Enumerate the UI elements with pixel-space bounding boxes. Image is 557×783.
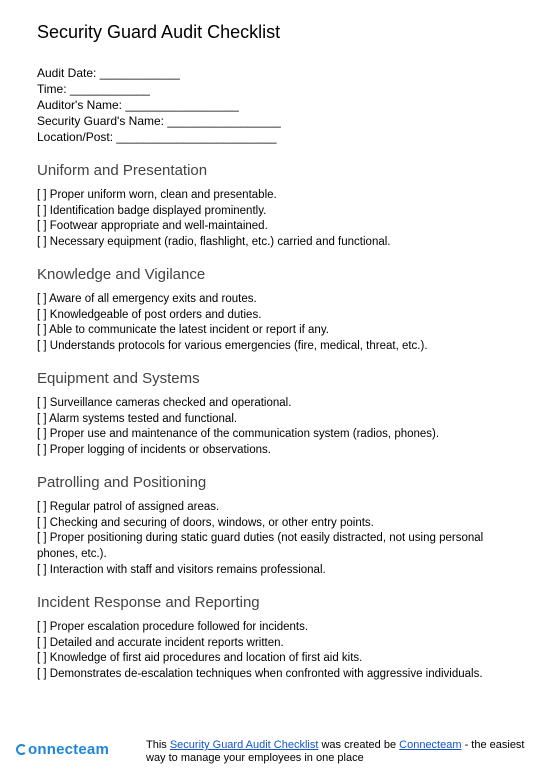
logo-wordmark: onnecteam [28, 741, 109, 758]
guard-name-field: Security Guard's Name: _________________ [37, 114, 281, 128]
checklist-item: [ ] Knowledge of first aid procedures and location of first aid kits. [37, 652, 363, 665]
footer-credit [146, 739, 536, 764]
checklist-item: [ ] Proper logging of incidents or observations. [37, 444, 271, 457]
checklist-item: [ ] Proper positioning during static guard duties (not easily distracted, not using personal phones, etc.). [37, 532, 484, 561]
checklist-link[interactable]: Security Guard Audit Checklist [169, 739, 319, 751]
checklist [37, 500, 527, 579]
checklist-item: [ ] Aware of all emergency exits and routes. [37, 293, 257, 305]
footer-middle: was created be [318, 739, 400, 751]
section-patrolling-positioning [37, 474, 527, 579]
checklist-item: [ ] Detailed and accurate incident reports written. [37, 636, 284, 649]
checklist-item: [ ] Necessary equipment (radio, flashlight, etc.) carried and functional. [37, 236, 391, 249]
section-heading: Patrolling and Positioning [37, 474, 207, 491]
checklist-item: [ ] Interaction with staff and visitors remains professional. [37, 563, 326, 576]
checklist-item: [ ] Demonstrates de-escalation techniques when confronted with aggressive individuals. [37, 668, 483, 681]
checklist-item: [ ] Proper use and maintenance of the communication system (radios, phones). [37, 428, 440, 441]
checklist [37, 620, 527, 683]
checklist-item: [ ] Regular patrol of assigned areas. [37, 501, 220, 513]
checklist [37, 292, 527, 355]
section-heading: Incident Response and Reporting [37, 594, 260, 611]
checklist-item: [ ] Footwear appropriate and well-maintained. [37, 220, 268, 233]
footer-suffix: - the easiest way to manage your employees in one place [146, 739, 525, 764]
checklist-item: [ ] Able to communicate the latest incident or report if any. [37, 324, 329, 337]
connecteam-link[interactable]: Connecteam [399, 739, 462, 751]
footer [0, 734, 557, 774]
checklist-item: [ ] Proper escalation procedure followed for incidents. [37, 621, 309, 633]
checklist-item: [ ] Proper uniform worn, clean and presentable. [37, 189, 277, 201]
checklist-item: [ ] Checking and securing of doors, windows, or other entry points. [37, 516, 374, 529]
section-equipment-systems [37, 370, 527, 459]
time-field: Time: ____________ [37, 82, 150, 96]
section-incident-response [37, 594, 527, 683]
auditor-name-field: Auditor's Name: _________________ [37, 98, 239, 112]
section-uniform-presentation [37, 162, 527, 251]
logo-c-icon [16, 744, 27, 755]
checklist-item: [ ] Surveillance cameras checked and operational. [37, 397, 292, 409]
checklist-item: [ ] Knowledgeable of post orders and duties. [37, 308, 262, 321]
section-heading: Uniform and Presentation [37, 162, 208, 179]
page-title: Security Guard Audit Checklist [37, 22, 281, 42]
section-heading: Equipment and Systems [37, 370, 200, 387]
audit-info-fields [37, 65, 281, 145]
checklist-item: [ ] Alarm systems tested and functional. [37, 412, 238, 425]
connecteam-logo[interactable] [16, 741, 109, 758]
checklist [37, 188, 527, 251]
checklist-item: [ ] Identification badge displayed prominently. [37, 204, 267, 217]
audit-date-field: Audit Date: ____________ [37, 66, 180, 80]
checklist [37, 396, 527, 459]
location-post-field: Location/Post: ________________________ [37, 130, 277, 144]
section-heading: Knowledge and Vigilance [37, 266, 206, 283]
section-knowledge-vigilance [37, 266, 527, 355]
footer-prefix: This [146, 739, 170, 751]
checklist-item: [ ] Understands protocols for various emergencies (fire, medical, threat, etc.). [37, 340, 428, 353]
